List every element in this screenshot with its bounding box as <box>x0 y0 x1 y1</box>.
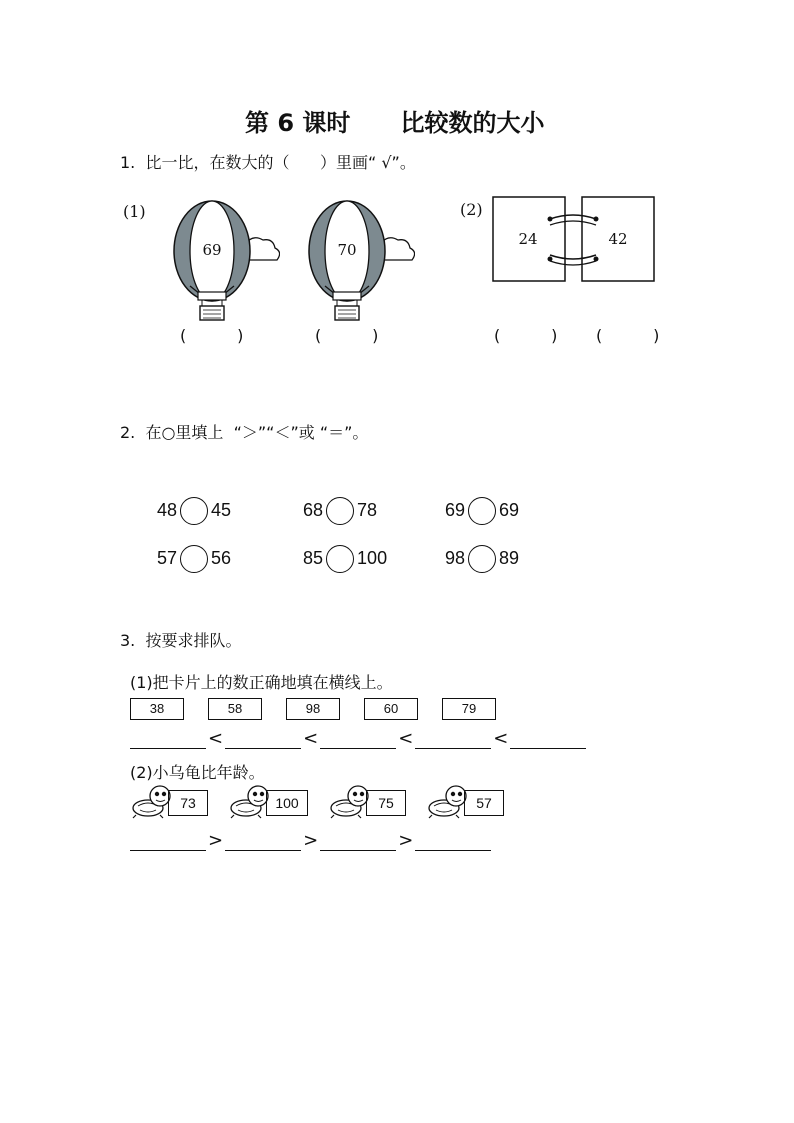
answer-blank[interactable] <box>415 730 491 749</box>
balloon-left-number: 69 <box>202 241 222 259</box>
question-2-label: 2. 在○里填上 “＞”“＜”或 “＝”。 <box>120 423 369 442</box>
page-title: 第 6 课时 比较数的大小 <box>245 109 545 137</box>
compare-item-1 <box>147 476 231 525</box>
compare-item-4 <box>147 524 231 573</box>
compare-left-value: 57 <box>157 547 178 568</box>
greater-than-symbol: > <box>303 830 319 851</box>
turtle-card-1 <box>130 782 210 820</box>
less-than-symbol: < <box>398 728 414 749</box>
greater-than-answer-row <box>130 830 491 851</box>
compare-right-value: 69 <box>499 499 520 520</box>
less-than-symbol: < <box>208 728 224 749</box>
question-1-label: 1. 比一比，在数大的（ ）里画“ √”。 <box>120 153 416 172</box>
compare-left-value: 48 <box>157 499 178 520</box>
compare-left-value: 69 <box>445 499 466 520</box>
compare-right-value: 89 <box>499 547 520 568</box>
less-than-symbol: < <box>493 728 509 749</box>
compare-right-value: 78 <box>357 499 378 520</box>
answer-circle[interactable] <box>468 545 496 573</box>
turtle-card-2 <box>228 782 318 820</box>
answer-blank[interactable] <box>130 730 206 749</box>
compare-right-value: 56 <box>211 547 232 568</box>
compare-left-value: 98 <box>445 547 466 568</box>
balloon-right-number: 70 <box>337 241 357 259</box>
question-3-label: 3. 按要求排队。 <box>120 631 242 650</box>
answer-blank[interactable] <box>225 832 301 851</box>
answer-blank[interactable] <box>225 730 301 749</box>
q3-sub1-label: (1)把卡片上的数正确地填在横线上。 <box>130 673 393 692</box>
number-card: 79 <box>442 698 496 720</box>
answer-blank[interactable] <box>320 730 396 749</box>
turtle-card-3 <box>328 782 408 820</box>
turtle-age: 100 <box>266 790 308 816</box>
number-card: 38 <box>130 698 184 720</box>
book-left-number: 24 <box>518 230 538 248</box>
book-right-number: 42 <box>608 230 628 248</box>
compare-right-value: 45 <box>211 499 232 520</box>
answer-blank[interactable] <box>320 832 396 851</box>
compare-left-value: 85 <box>303 547 324 568</box>
compare-item-5 <box>293 524 387 573</box>
less-than-answer-row <box>130 728 586 749</box>
answer-circle[interactable] <box>326 545 354 573</box>
answer-paren-book-left[interactable]: ( ) <box>494 326 558 345</box>
answer-paren-book-right[interactable]: ( ) <box>596 326 660 345</box>
open-book-illustration <box>490 193 660 285</box>
answer-circle[interactable] <box>180 497 208 525</box>
compare-right-value: 100 <box>357 547 388 568</box>
answer-blank[interactable] <box>510 730 586 749</box>
number-card: 60 <box>364 698 418 720</box>
answer-blank[interactable] <box>130 832 206 851</box>
number-card: 98 <box>286 698 340 720</box>
hot-air-balloon-left-illustration <box>150 196 280 326</box>
answer-circle[interactable] <box>180 545 208 573</box>
greater-than-symbol: > <box>208 830 224 851</box>
compare-left-value: 68 <box>303 499 324 520</box>
answer-paren-balloon-left[interactable]: ( ) <box>180 326 244 345</box>
less-than-symbol: < <box>303 728 319 749</box>
compare-item-3 <box>435 476 519 525</box>
turtle-age: 57 <box>464 790 504 816</box>
number-card: 58 <box>208 698 262 720</box>
answer-circle[interactable] <box>468 497 496 525</box>
turtle-card-4 <box>426 782 506 820</box>
q1-part1-label: (1) <box>123 202 146 221</box>
q1-part2-label: (2) <box>460 200 483 219</box>
hot-air-balloon-right-illustration <box>285 196 415 326</box>
turtle-age: 73 <box>168 790 208 816</box>
answer-paren-balloon-right[interactable]: ( ) <box>315 326 379 345</box>
answer-blank[interactable] <box>415 832 491 851</box>
greater-than-symbol: > <box>398 830 414 851</box>
answer-circle[interactable] <box>326 497 354 525</box>
compare-item-2 <box>293 476 377 525</box>
q3-sub2-label: (2)小乌龟比年龄。 <box>130 763 265 782</box>
turtle-age: 75 <box>366 790 406 816</box>
compare-item-6 <box>435 524 519 573</box>
